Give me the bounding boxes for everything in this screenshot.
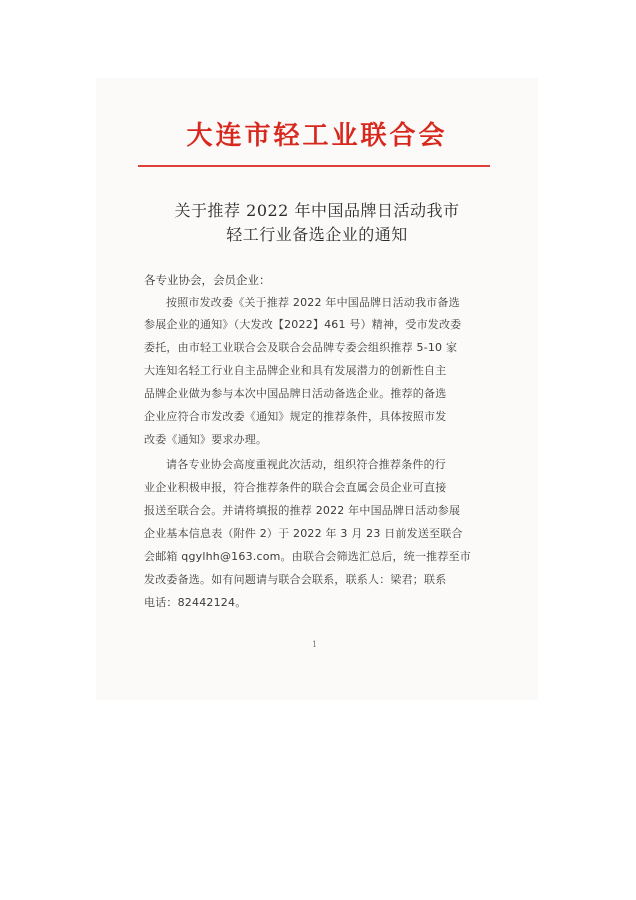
paragraph-1-line: 改委《通知》要求办理。	[144, 433, 268, 446]
paragraph-2-line: 请各专业协会高度重视此次活动，组织符合推荐条件的行	[166, 458, 446, 471]
paragraph-1-line: 按照市发改委《关于推荐 2022 年中国品牌日活动我市备选	[166, 296, 460, 309]
paragraph-2-line: 会邮箱 qgylhh@163.com。由联合会筛选汇总后，统一推荐至市	[144, 550, 471, 563]
paragraph-2-line: 发改委备选。如有问题请与联合会联系，联系人：梁君；联系	[144, 573, 447, 586]
notice-title-line-1: 关于推荐 2022 年中国品牌日活动我市	[174, 201, 460, 220]
letterhead-divider	[138, 165, 490, 167]
paragraph-2-line: 报送至联合会。并请将填报的推荐 2022 年中国品牌日活动参展	[144, 504, 461, 517]
letterhead-org-name: 大连市轻工业联合会	[186, 121, 448, 151]
paragraph-2-line: 业企业积极申报，符合推荐条件的联合会直属会员企业可直接	[144, 481, 447, 494]
paragraph-1-line: 参展企业的通知》（大发改【2022】461 号）精神，受市发改委	[144, 318, 462, 331]
paragraph-1-line: 品牌企业做为参与本次中国品牌日活动备选企业。推荐的备选	[144, 387, 447, 400]
paragraph-1-line: 企业应符合市发改委《通知》规定的推荐条件，具体按照市发	[144, 410, 447, 423]
notice-title-line-2: 轻工行业备选企业的通知	[226, 225, 408, 244]
paragraph-2-line: 企业基本信息表（附件 2）于 2022 年 3 月 23 日前发送至联合	[144, 527, 463, 540]
page-number: 1	[312, 640, 318, 649]
paragraph-1-line: 大连知名轻工行业自主品牌企业和具有发展潜力的创新性自主	[144, 364, 447, 377]
paragraph-2-line: 电话：82442124。	[144, 596, 247, 609]
salutation: 各专业协会，会员企业：	[144, 273, 271, 287]
paragraph-1-line: 委托，由市轻工业联合会及联合会品牌专委会组织推荐 5-10 家	[144, 341, 458, 354]
